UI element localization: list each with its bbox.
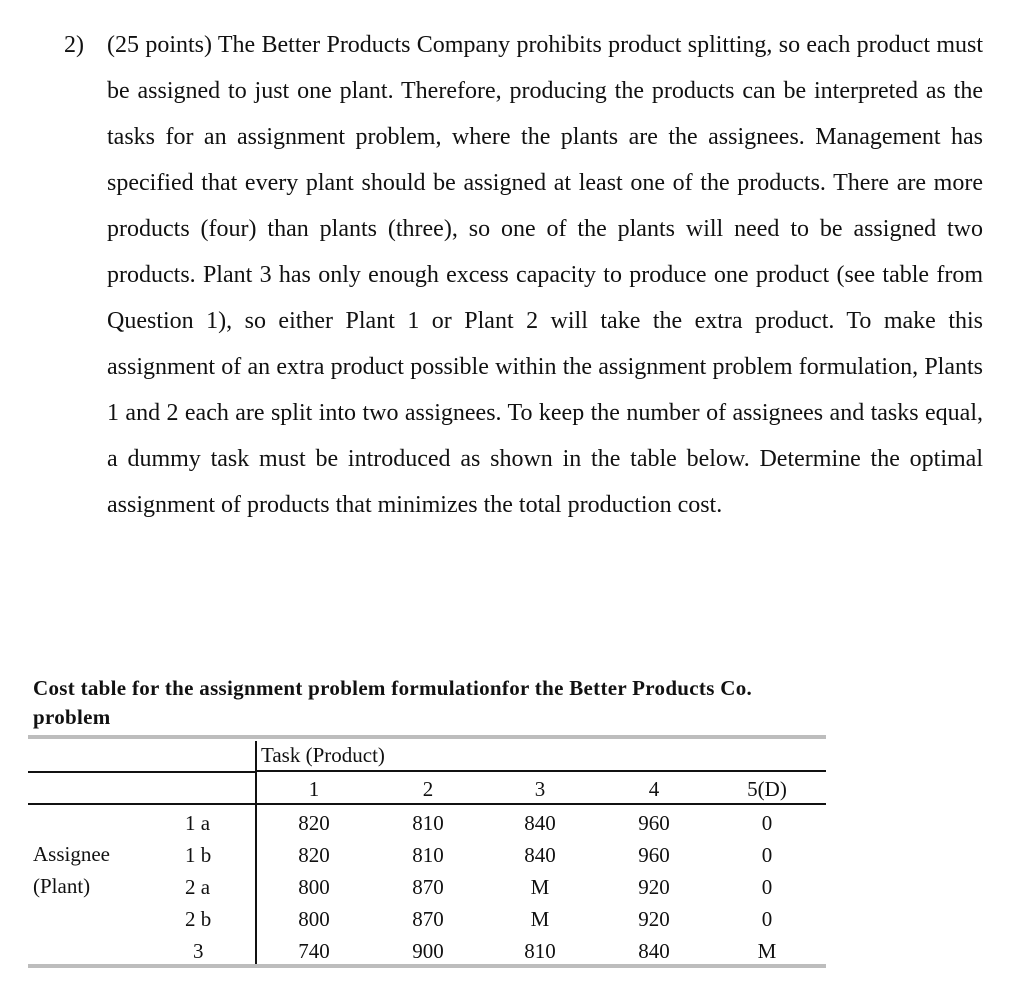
- table-cell: 960: [638, 843, 670, 867]
- column-header: 5(D): [747, 777, 787, 801]
- table-cell: 960: [638, 811, 670, 835]
- table-bottom-rule: [28, 964, 826, 968]
- table-cell: 920: [638, 875, 670, 899]
- assignee-label: Assignee: [33, 842, 110, 866]
- table-caption: Cost table for the assignment problem formulationfor the Better Products Co. problem: [33, 676, 753, 729]
- table-cell: 900: [412, 939, 444, 963]
- task-header: Task (Product): [261, 743, 385, 767]
- question-number: 2): [64, 32, 84, 58]
- table-cell: 820: [298, 811, 330, 835]
- row-label-divider: [255, 741, 257, 965]
- table-cell: 0: [761, 843, 773, 867]
- row-label: 2 b: [185, 907, 212, 931]
- assignee-label-sub: (Plant): [33, 874, 91, 898]
- table-cell: 800: [298, 907, 330, 931]
- table-cell: 870: [412, 875, 444, 899]
- table-cell: 0: [761, 811, 773, 835]
- table-cell: 870: [412, 907, 444, 931]
- table-cell: 810: [412, 811, 444, 835]
- table-cell: 800: [298, 875, 330, 899]
- table-cell: 840: [524, 811, 556, 835]
- column-header-top-rule: [28, 771, 256, 773]
- table-cell: 0: [761, 907, 773, 931]
- column-header: 4: [648, 777, 660, 801]
- question-text: (25 points) The Better Products Company prohibits product splitting, so each product must be assigned to just one plant. Therefore, producing the products can be interpreted as the tasks for an assignment problem, where the plants are the assignees. Management has specified that every plant should be assigned at least one of the products. There are more products (four) than plants (three), so one of the plants will need to be assigned two products. Plant 3 has only enough excess capacity to produce one product (see table from Question 1), so either Plant 1 or Plant 2 will take the extra product. To make this assignment of an extra product possible within the assignment problem formulation, Plants 1 and 2 each are split into two assignees. To keep the number of assignees and tasks equal, a dummy task must be introduced as shown in the table below. Determine the optimal assignment of products that minimizes the total production cost.: [107, 32, 983, 518]
- table-cell: 840: [638, 939, 670, 963]
- column-header: 1: [308, 777, 320, 801]
- column-header: 3: [534, 777, 546, 801]
- table-cell: M: [530, 907, 550, 931]
- table-cell: 920: [638, 907, 670, 931]
- table-cell: 810: [524, 939, 556, 963]
- row-label: 3: [193, 939, 204, 963]
- table-cell: 740: [298, 939, 330, 963]
- table-cell: 840: [524, 843, 556, 867]
- table-cell: 0: [761, 875, 773, 899]
- column-header-bottom-rule: [28, 803, 826, 805]
- task-header-rule: [256, 770, 826, 772]
- column-header: 2: [422, 777, 434, 801]
- row-label: 1 b: [185, 843, 212, 867]
- table-top-rule: [28, 735, 826, 739]
- row-label: 2 a: [185, 875, 211, 899]
- table-cell: 810: [412, 843, 444, 867]
- table-cell: M: [530, 875, 550, 899]
- table-cell: 820: [298, 843, 330, 867]
- row-label: 1 a: [185, 811, 211, 835]
- table-cell: M: [757, 939, 777, 963]
